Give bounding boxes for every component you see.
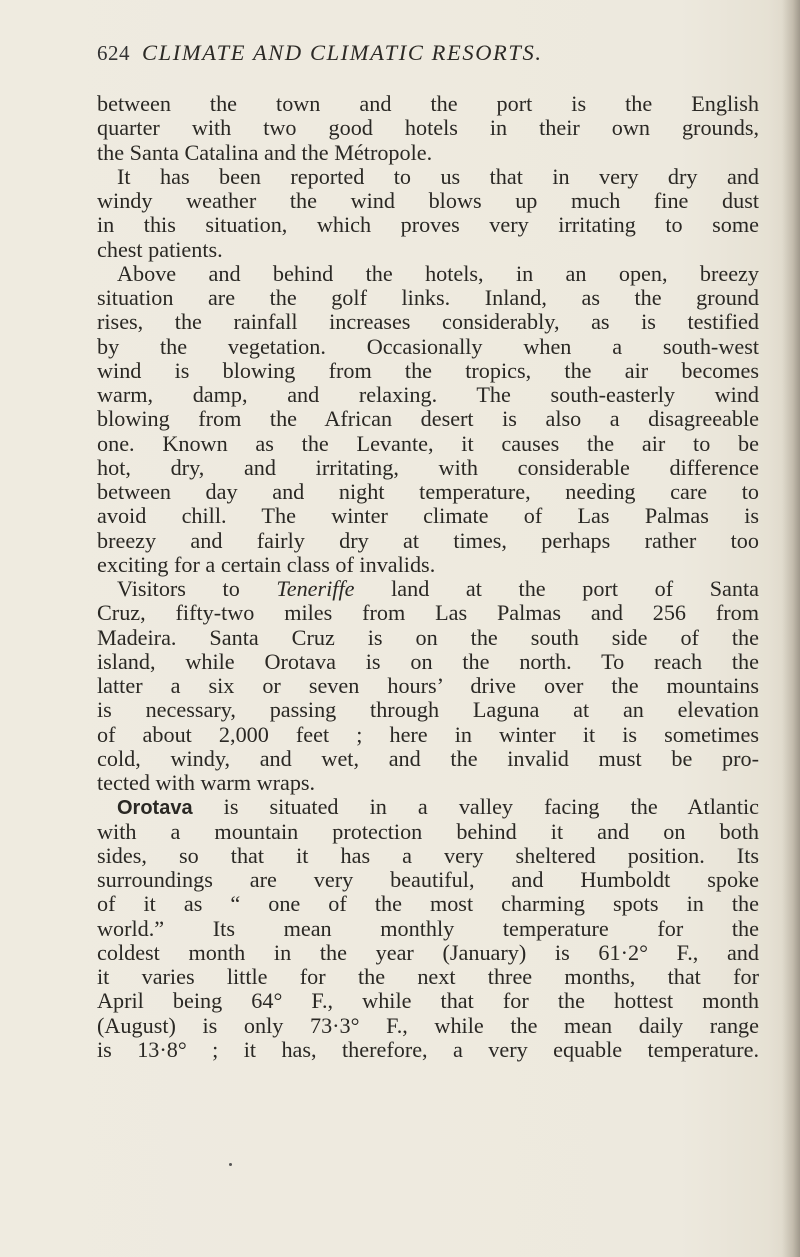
- paragraph-start-line: Above and behind the hotels, in an open, breezy: [117, 260, 759, 286]
- text-line: Cruz, fifty-two miles from Las Palmas and 256 from: [97, 600, 759, 626]
- text-line: one. Known as the Levante, it causes the air to be: [97, 430, 759, 456]
- text-line: latter a six or seven hours’ drive over the mountains: [97, 673, 759, 698]
- text-line: (August) is only 73·3° F., while the mean daily range: [97, 1012, 759, 1038]
- text-line: wind is blowing from the tropics, the air becomes: [97, 357, 759, 383]
- line-segment: Visitors to: [117, 576, 240, 601]
- text-line: cold, windy, and wet, and the invalid must be pro-: [97, 745, 759, 771]
- paragraph-start-line: It has been reported to us that in very dry and: [117, 163, 759, 189]
- text-line: quarter with two good hotels in their own grounds,: [97, 115, 759, 141]
- text-line: world.” Its mean monthly temperature for the: [97, 915, 759, 941]
- text-line: coldest month in the year (January) is 61·2° F., and: [97, 939, 759, 965]
- text-line: in this situation, which proves very irritating to some: [97, 212, 759, 238]
- text-line: between day and night temperature, needing care to: [97, 479, 759, 504]
- text-line: tected with warm wraps.: [97, 770, 316, 795]
- text-line: between the town and the port is the English: [97, 91, 759, 116]
- line-segment: land at the port of Santa: [391, 576, 759, 601]
- text-line: of it as “ one of the most charming spots in the: [97, 891, 759, 917]
- text-line: with a mountain protection behind it and on both: [97, 818, 759, 844]
- running-title: CLIMATE AND CLIMATIC RESORTS.: [142, 40, 543, 65]
- teneriffe-italic: Teneriffe: [276, 576, 355, 601]
- text-line: is necessary, passing through Laguna at an elevation: [97, 697, 759, 723]
- text-line: breezy and fairly dry at times, perhaps rather too: [97, 527, 759, 553]
- text-line: exciting for a certain class of invalids.: [97, 551, 436, 577]
- text-line: it varies little for the next three months, that for: [97, 964, 759, 989]
- text-line: situation are the golf links. Inland, as the ground: [97, 285, 759, 310]
- text-line: avoid chill. The winter climate of Las Palmas is: [97, 503, 759, 529]
- page-number: 624: [97, 41, 130, 65]
- text-line: windy weather the wind blows up much fine dust: [97, 188, 759, 213]
- paragraph-start-line: [97, 577, 759, 601]
- text-line: Madeira. Santa Cruz is on the south side of the: [97, 624, 759, 650]
- body-text: [97, 92, 759, 1062]
- text-line: rises, the rainfall increases considerably, as is testified: [97, 309, 759, 335]
- text-line: is 13·8° ; it has, therefore, a very equable temperature.: [97, 1036, 759, 1062]
- text-line: April being 64° F., while that for the hottest month: [97, 988, 759, 1014]
- paragraph-start-line: [97, 795, 759, 819]
- text-line: island, while Orotava is on the north. To reach the: [97, 648, 759, 674]
- text-line: the Santa Catalina and the Métropole.: [97, 139, 433, 165]
- text-line: hot, dry, and irritating, with considerable difference: [97, 454, 759, 480]
- text-line: of about 2,000 feet ; here in winter it is sometimes: [97, 721, 759, 747]
- text-line: by the vegetation. Occasionally when a south-west: [97, 333, 759, 359]
- orotava-heading: Orotava: [117, 797, 193, 820]
- print-speck: [229, 1163, 232, 1166]
- text-line: surroundings are very beautiful, and Humboldt spoke: [97, 867, 759, 892]
- text-line: sides, so that it has a very sheltered position. Its: [97, 842, 759, 868]
- text-line: blowing from the African desert is also a disagreeable: [97, 406, 759, 432]
- text-line: warm, damp, and relaxing. The south-easterly wind: [97, 382, 759, 407]
- line-segment: is situated in a valley facing the Atlantic: [223, 794, 759, 820]
- page-edge-shadow: [782, 0, 800, 1257]
- text-line: chest patients.: [97, 236, 223, 262]
- page-header: [97, 40, 757, 80]
